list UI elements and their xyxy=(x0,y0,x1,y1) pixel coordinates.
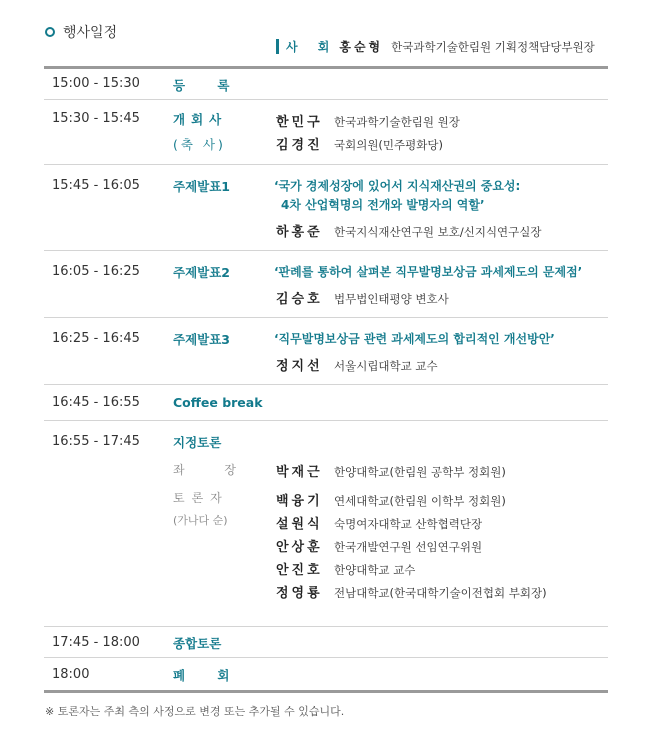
panelist-name: 안진호 xyxy=(276,563,323,578)
speaker-name: 하홍준 xyxy=(276,225,323,240)
speaker-affiliation: 한국지식재산연구원 보호/신지식연구실장 xyxy=(334,225,542,239)
session-label: 개회사 xyxy=(173,112,228,127)
speaker-affiliation: 법무법인태평양 변호사 xyxy=(334,292,449,306)
section-header xyxy=(45,22,117,42)
panelist-name: 설원식 xyxy=(276,517,323,532)
time-slot: 16:25 - 16:45 xyxy=(52,331,140,346)
schedule-row xyxy=(44,69,608,100)
panelist xyxy=(276,536,482,555)
section-title: 행사일정 xyxy=(63,25,118,41)
session-label: 폐 회 xyxy=(173,668,244,683)
host-affiliation: 한국과학기술한림원 기획정책담당부원장 xyxy=(391,39,595,54)
host-line xyxy=(276,38,595,55)
time-slot: 15:45 - 16:05 xyxy=(52,178,140,193)
session-label: 주제발표2 xyxy=(173,265,230,280)
speaker-name: 김경진 xyxy=(276,138,323,153)
schedule-row xyxy=(44,318,608,385)
schedule-row xyxy=(44,100,608,165)
speaker xyxy=(276,221,542,240)
schedule-row xyxy=(44,251,608,318)
speaker xyxy=(276,288,449,307)
panelist-affiliation: 전남대학교(한국대학기술이전협회 부회장) xyxy=(334,586,547,600)
speaker-affiliation: 국회의원(민주평화당) xyxy=(334,138,443,152)
panelist xyxy=(276,490,506,509)
speaker-name: 정지선 xyxy=(276,359,323,374)
topic-title: ‘국가 경제성장에 있어서 지식재산권의 중요성: xyxy=(274,179,521,193)
schedule-row xyxy=(44,165,608,251)
schedule-row xyxy=(44,421,608,627)
chair xyxy=(276,461,506,480)
panelist xyxy=(276,513,482,532)
topic-title: ‘판례를 통하여 살펴본 직무발명보상금 과세제도의 문제점’ xyxy=(274,265,583,279)
panel-order-note: (가나다 순) xyxy=(173,514,228,527)
session-label: 등 록 xyxy=(173,78,244,93)
speaker xyxy=(276,134,443,153)
time-slot: 15:00 - 15:30 xyxy=(52,76,140,91)
session-label: 주제발표3 xyxy=(173,332,230,347)
time-slot: 18:00 xyxy=(52,667,90,682)
chair-label: 좌 장 xyxy=(173,463,254,477)
accent-bar xyxy=(276,39,279,54)
speaker-name: 한민구 xyxy=(276,115,323,130)
panelist-affiliation: 숙명여자대학교 산학협력단장 xyxy=(334,517,483,531)
time-slot: 17:45 - 18:00 xyxy=(52,635,140,650)
panel-label: 토론자 xyxy=(173,491,229,505)
schedule-row xyxy=(44,627,608,658)
panelist xyxy=(276,582,547,601)
speaker xyxy=(276,111,460,130)
session-label: 종합토론 xyxy=(173,636,222,651)
panelist-affiliation: 한양대학교 교수 xyxy=(334,563,416,577)
schedule-row xyxy=(44,385,608,421)
panelist-name: 정영룡 xyxy=(276,586,323,601)
panelist-affiliation: 한국개발연구원 선임연구위원 xyxy=(334,540,483,554)
chair-affiliation: 한양대학교(한림원 공학부 정회원) xyxy=(334,465,506,479)
schedule-row xyxy=(44,658,608,693)
session-sublabel: (축 사) xyxy=(173,137,226,152)
panelist-affiliation: 연세대학교(한림원 이학부 정회원) xyxy=(334,494,506,508)
speaker-affiliation: 서울시립대학교 교수 xyxy=(334,359,438,373)
topic-title-continued: 4차 산업혁명의 전개와 발명자의 역할’ xyxy=(281,198,485,212)
session-label: 지정토론 xyxy=(173,435,222,450)
time-slot: 16:55 - 17:45 xyxy=(52,434,140,449)
time-slot: 16:05 - 16:25 xyxy=(52,264,140,279)
session-label: 주제발표1 xyxy=(173,179,230,194)
host-role: 사 회 xyxy=(286,40,338,54)
speaker xyxy=(276,355,438,374)
panelist-name: 안상훈 xyxy=(276,540,323,555)
speaker-affiliation: 한국과학기술한림원 원장 xyxy=(334,115,460,129)
topic-title: ‘직무발명보상금 관련 과세제도의 합리적인 개선방안’ xyxy=(274,332,555,346)
time-slot: 15:30 - 15:45 xyxy=(52,111,140,126)
panelist xyxy=(276,559,415,578)
footnote: ※ 토론자는 주최 측의 사정으로 변경 또는 추가될 수 있습니다. xyxy=(45,705,345,718)
chair-name: 박재근 xyxy=(276,465,323,480)
host-name: 홍순형 xyxy=(339,40,384,54)
panelist-name: 백융기 xyxy=(276,494,323,509)
session-label: Coffee break xyxy=(173,395,263,410)
circle-bullet-icon xyxy=(45,27,55,37)
schedule-table xyxy=(44,66,608,693)
speaker-name: 김승호 xyxy=(276,292,323,307)
time-slot: 16:45 - 16:55 xyxy=(52,395,140,410)
